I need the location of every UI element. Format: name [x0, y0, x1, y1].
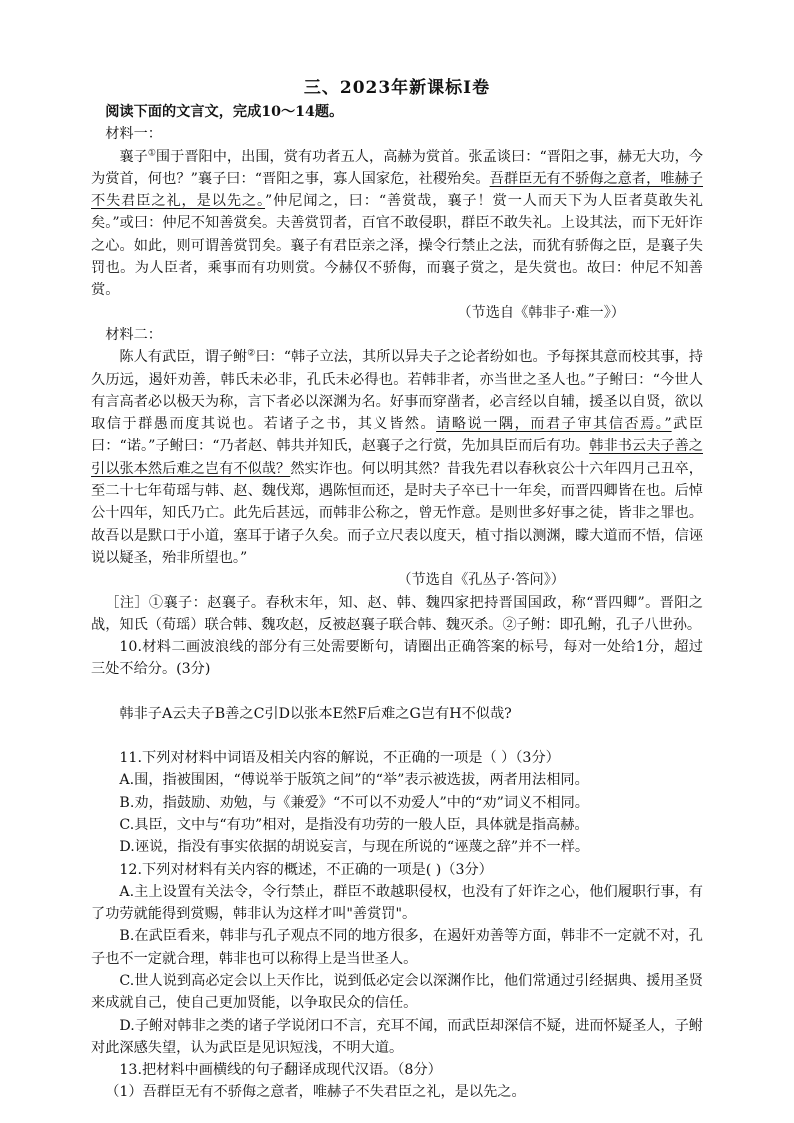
instruction: 阅读下面的文言文，完成10～14题。	[105, 104, 344, 120]
footnote-mark: ②	[247, 348, 256, 359]
text-run: 武臣曰：“诺。”子鲋曰：“乃者赵、韩共并知氏，赵襄子之行赏，先加具臣而后有功。	[91, 416, 703, 455]
annotation-note: ［注］①襄子：赵襄子。春秋末年，知、赵、韩、魏四家把持晋国国政，称“晋四卿”。晋阳之战，知氏（荀瑶）联合韩、魏攻赵，反被赵襄子联合韩、魏灭杀。②子鲋：即孔鲋，孔子八世孙。	[91, 594, 703, 633]
text-run: ”仲尼闻之，曰：“善赏哉，襄子！赏一人而天下为人臣者莫敢失礼矣。”或曰：仲尼不知善赏矣。夫善赏罚者，百官不敢侵职，群臣不敢失礼。上设其法，而下无奸诈之心。如此，则可谓善赏罚矣。襄子有君臣亲之泽，操令行禁止之法，而犹有骄侮之臣，是襄子失罚也。为人臣者，乘事而有功则赏。今赫仅不骄侮，而襄子赏之，是失赏也。故曰：仲尼不知善赏。	[91, 193, 703, 299]
question-10-stem: 10.材料二画波浪线的部分有三处需要断句，请圈出正确答案的标号，每对一处给1分，超过三处不给分。(3分)	[91, 639, 703, 678]
page-title: 三、2023年新课标Ⅰ卷	[303, 78, 491, 98]
question-11-option-d: D.诬说，指没有事实依据的胡说妄言，与现在所说的“诬蔑之辞”并不一样。	[119, 839, 590, 856]
underlined-sentence: 吾群臣无有不骄侮之意者，唯赫子不失君臣之礼，是以先之。	[91, 170, 703, 210]
question-11-option-b: B.劝，指鼓励、劝勉，与《兼爱》“不可以不劝爱人”中的“劝”词义不相同。	[119, 794, 589, 811]
text-run: 然实诈也。何以明其然？昔我先君以春秋哀公十六年四月己丑卒，至二十七年荀瑶与韩、赵、魏伐郑，遇陈恒而还，是时夫子卒已十一年矣，而晋四卿皆在也。后悼公十四年，知氏乃亡。此先后甚远，而韩非公称之，曾无怍意。是则世多好事之徒，皆非之罪也。故吾以是默口于小道，塞耳于诸子久矣。而子立尺表以度天，植寸指以测渊，矇大道而不悟，信诬说以疑圣，殆非所望也。”	[91, 460, 703, 566]
footnote-mark: ①	[147, 147, 156, 158]
text-run: 襄子	[119, 148, 148, 165]
spacer	[91, 725, 703, 747]
material2-source: （节选自《孔丛子·答问》）	[397, 572, 565, 589]
question-11-stem: 11.下列对材料中词语及相关内容的解说，不正确的一项是（ ）（3分）	[119, 750, 560, 767]
question-12-stem: 12.下列对材料有关内容的概述，不正确的一项是( )（3分）	[119, 861, 493, 878]
underlined-sentence: 请略说一隅，而君子审其信否焉。”	[436, 416, 672, 433]
spacer	[91, 681, 703, 703]
material1-heading: 材料一：	[105, 126, 162, 143]
material2-text	[91, 346, 703, 569]
text-run: 曰：“韩子立法，其所以异夫子之论者纷如也。予每探其意而校其事，持久历远，遏奸劝善，韩氏未必非，孔氏未必得也。若韩非者，亦当世之圣人也。”子鲋曰：“今世人有言高者必以极天为称，言下者必以深渊为名。好事而穿凿者，必言经以自辅，援圣以自贤，欲以取信于群愚而度其说也。若诸子之书，其义皆然。	[91, 349, 703, 433]
material2-heading: 材料二：	[105, 326, 162, 343]
material1-source: （节选自《韩非子·难一》）	[457, 304, 625, 321]
question-12-option-d: D.子鲋对韩非之类的诸子学说闭口不言，充耳不闻，而武臣却深信不疑，进而怀疑圣人，子鲋对此深感失望，认为武臣是见识短浅，不明大道。	[91, 1017, 703, 1056]
question-13-stem: 13.把材料中画横线的句子翻译成现代汉语。（8分）	[119, 1062, 442, 1079]
question-12-option-b: B.在武臣看来，韩非与孔子观点不同的地方很多，在遏奸劝善等方面，韩非不一定就不对，孔子也不一定就合理，韩非也可以称得上是当世圣人。	[91, 928, 703, 967]
question-10-options: 韩非子A云夫子B善之C引D以张本E然F后难之G岂有H不似哉?	[119, 705, 512, 722]
question-13-item-1: （1）吾群臣无有不骄侮之意者，唯赫子不失君臣之礼，是以先之。	[105, 1084, 526, 1101]
question-11-option-c: C.具臣，文中与“有功”相对，是指没有功劳的一般人臣，具体就是指高赫。	[119, 816, 589, 833]
wavy-line-sentence: 韩非书云夫子善之引以张本然后难之岂有不似哉？	[91, 438, 703, 477]
question-12-option-c: C.世人说到高必定会以上天作比，说到低必定会以深渊作比，他们常通过引经据典、援用圣贤来成就自己，使自己更加贤能，以争取民众的信任。	[91, 972, 703, 1012]
question-11-option-a: A.围，指被围困，“傅说举于版筑之间”的“举”表示被选拔，两者用法相同。	[119, 772, 589, 789]
material1-text	[91, 146, 703, 302]
text-run: 围于晋阳中，出围，赏有功者五人，高赫为赏首。张孟谈曰：“晋阳之事，赫无大功，今为赏首，何也？”襄子曰：“晋阳之事，寡人国家危，社稷殆矣。	[91, 148, 703, 187]
question-12-option-a: A.主上设置有关法令，令行禁止，群臣不敢越职侵权，也没有了奸诈之心，他们履职行事，有了功劳就能得到赏赐，韩非认为这样才叫"善赏罚"。	[91, 883, 703, 923]
text-run: 陈人有武臣，谓子鲋	[119, 349, 248, 366]
reading-passage	[91, 101, 703, 1104]
